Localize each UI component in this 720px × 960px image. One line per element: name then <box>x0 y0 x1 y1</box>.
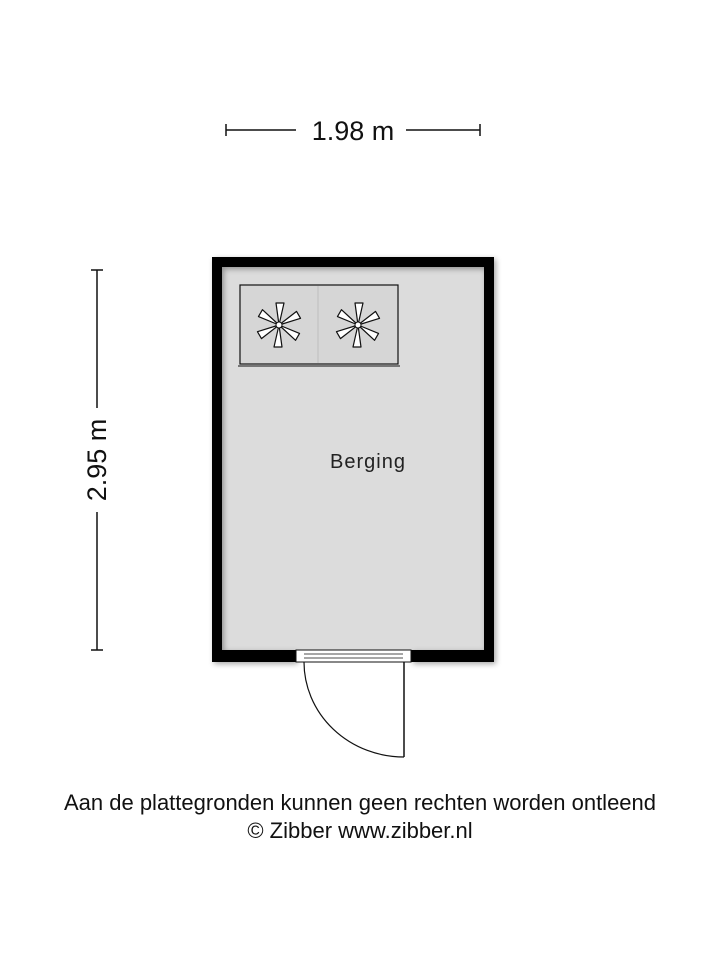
room-berging <box>212 257 494 662</box>
unit-body <box>240 285 398 364</box>
door-frame <box>296 650 411 662</box>
width-label: 1.98 m <box>311 116 395 146</box>
door <box>296 650 411 757</box>
width-dimension <box>226 116 480 146</box>
height-dimension <box>82 270 112 650</box>
height-label: 2.95 m <box>82 418 112 502</box>
disclaimer-text: Aan de plattegronden kunnen geen rechten worden ontleend <box>63 790 657 815</box>
ventilation-unit <box>238 285 400 366</box>
copyright-text: © Zibber www.zibber.nl <box>247 818 473 843</box>
room-label: Berging <box>330 451 406 473</box>
door-swing-arc <box>304 662 404 757</box>
